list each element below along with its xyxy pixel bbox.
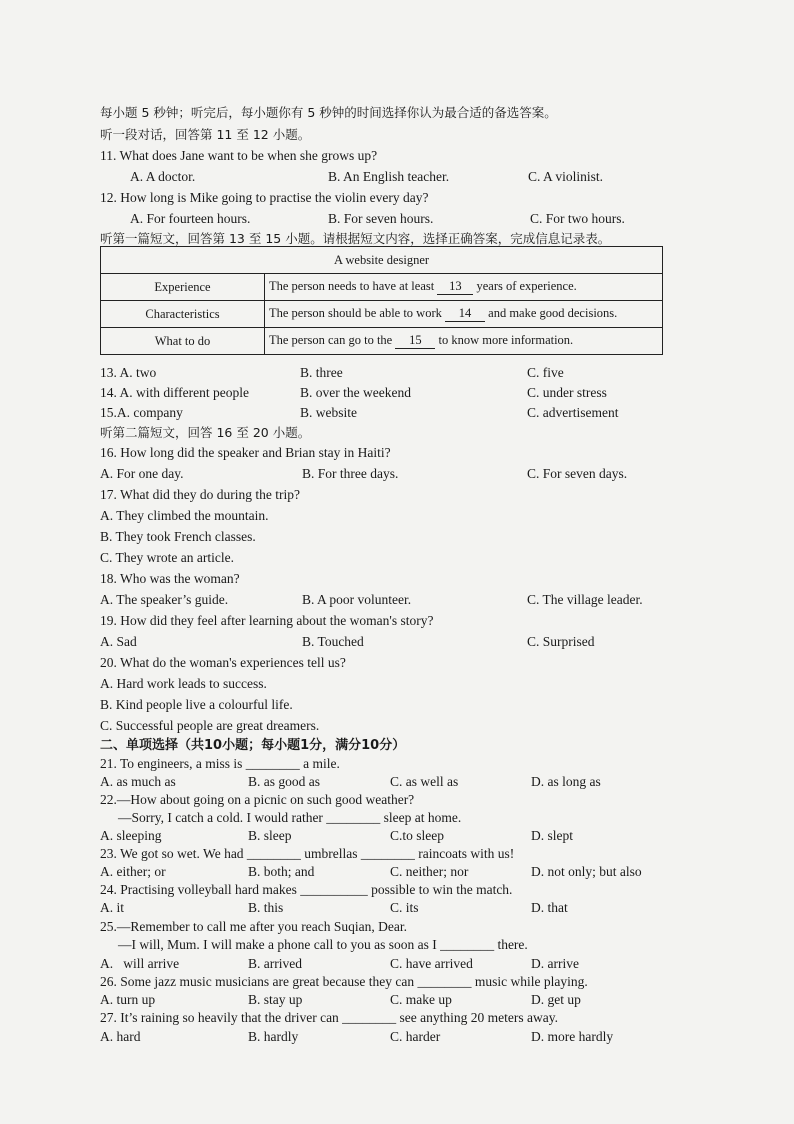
q11-option-a: A. A doctor. <box>130 169 196 184</box>
passage2-intro: 听第二篇短文，回答 16 至 20 小题。 <box>100 425 311 440</box>
q17-option-c: C. They wrote an article. <box>100 550 234 565</box>
q22-option-c: C.to sleep <box>390 828 444 843</box>
q21-option-c: C. as well as <box>390 774 459 789</box>
row-content <box>265 274 663 301</box>
row-text: years of experience. <box>476 279 577 293</box>
q12-option-a: A. For fourteen hours. <box>130 211 251 226</box>
q15-option-a: 15.A. company <box>100 405 183 420</box>
q27-stem: 27. It’s raining so heavily that the driver can ________ see anything 20 meters away. <box>100 1010 559 1025</box>
answer-blank: 15 <box>395 333 435 349</box>
q20-option-a: A. Hard work leads to success. <box>100 676 267 691</box>
q23-option-d: D. not only; but also <box>531 864 642 879</box>
table-title: A website designer <box>101 247 663 274</box>
table-row <box>101 301 663 328</box>
q25-option-b: B. arrived <box>248 956 302 971</box>
q14-option-a: 14. A. with different people <box>100 385 249 400</box>
q26-option-b: B. stay up <box>248 992 303 1007</box>
row-text: and make good decisions. <box>488 306 618 320</box>
q13-option-a: 13. A. two <box>100 365 157 380</box>
q12-option-b: B. For seven hours. <box>328 211 434 226</box>
q24-option-c: C. its <box>390 900 419 915</box>
row-label: Experience <box>101 274 265 301</box>
q19-option-b: B. Touched <box>302 634 364 649</box>
row-text: The person needs to have at least <box>269 279 435 293</box>
q27-option-d: D. more hardly <box>531 1029 614 1044</box>
q21-option-b: B. as good as <box>248 774 320 789</box>
q17-option-a: A. They climbed the mountain. <box>100 508 269 523</box>
q14-option-c: C. under stress <box>527 385 607 400</box>
q27-option-b: B. hardly <box>248 1029 299 1044</box>
row-content <box>265 328 663 355</box>
q20-option-c: C. Successful people are great dreamers. <box>100 718 320 733</box>
q19-option-a: A. Sad <box>100 634 137 649</box>
table-row <box>101 274 663 301</box>
q27-option-c: C. harder <box>390 1029 441 1044</box>
info-record-table <box>100 246 663 355</box>
q25-option-c: C. have arrived <box>390 956 473 971</box>
row-content <box>265 301 663 328</box>
q22-stem: 22.—How about going on a picnic on such good weather? <box>100 792 415 807</box>
q26-option-a: A. turn up <box>100 992 156 1007</box>
q12-stem: 12. How long is Mike going to practise the violin every day? <box>100 190 429 205</box>
q15-option-c: C. advertisement <box>527 405 619 420</box>
q23-stem: 23. We got so wet. We had ________ umbrellas ________ raincoats with us! <box>100 846 515 861</box>
q18-option-c: C. The village leader. <box>527 592 643 607</box>
q21-option-a: A. as much as <box>100 774 176 789</box>
q13-option-b: B. three <box>300 365 343 380</box>
q11-option-b: B. An English teacher. <box>328 169 450 184</box>
q26-option-c: C. make up <box>390 992 452 1007</box>
q16-option-b: B. For three days. <box>302 466 399 481</box>
q27-option-a: A. hard <box>100 1029 141 1044</box>
dialog-intro: 听一段对话，回答第 11 至 12 小题。 <box>100 127 311 142</box>
q22-option-d: D. slept <box>531 828 573 843</box>
q22-option-a: A. sleeping <box>100 828 162 843</box>
q25-option-a: A. will arrive <box>100 956 180 971</box>
q17-option-b: B. They took French classes. <box>100 529 256 544</box>
q24-option-b: B. this <box>248 900 284 915</box>
q18-option-a: A. The speaker’s guide. <box>100 592 229 607</box>
q16-stem: 16. How long did the speaker and Brian stay in Haiti? <box>100 445 391 460</box>
q11-option-c: C. A violinist. <box>528 169 604 184</box>
row-text: The person should be able to work <box>269 306 442 320</box>
q24-option-a: A. it <box>100 900 125 915</box>
q12-option-c: C. For two hours. <box>530 211 625 226</box>
answer-blank: 14 <box>445 306 485 322</box>
q23-option-c: C. neither; nor <box>390 864 469 879</box>
answer-blank: 13 <box>437 279 473 295</box>
table-row <box>101 328 663 355</box>
row-label: What to do <box>101 328 265 355</box>
q16-option-c: C. For seven days. <box>527 466 628 481</box>
q25-stem-2: —I will, Mum. I will make a phone call to you as soon as I ________ there. <box>118 937 528 952</box>
q21-stem: 21. To engineers, a miss is ________ a mile. <box>100 756 340 771</box>
q22-stem-2: —Sorry, I catch a cold. I would rather ________ sleep at home. <box>118 810 462 825</box>
q18-option-b: B. A poor volunteer. <box>302 592 412 607</box>
q23-option-b: B. both; and <box>248 864 315 879</box>
q26-stem: 26. Some jazz music musicians are great because they can ________ music while playing. <box>100 974 588 989</box>
row-label: Characteristics <box>101 301 265 328</box>
q23-option-a: A. either; or <box>100 864 166 879</box>
q18-stem: 18. Who was the woman? <box>100 571 240 586</box>
q15-option-b: B. website <box>300 405 357 420</box>
q11-stem: 11. What does Jane want to be when she grows up? <box>100 148 378 163</box>
q21-option-d: D. as long as <box>531 774 601 789</box>
q24-option-d: D. that <box>531 900 568 915</box>
q13-option-c: C. five <box>527 365 564 380</box>
q19-stem: 19. How did they feel after learning about the woman's story? <box>100 613 434 628</box>
row-text: The person can go to the <box>269 333 393 347</box>
q16-option-a: A. For one day. <box>100 466 184 481</box>
q25-option-d: D. arrive <box>531 956 579 971</box>
instruction-line: 每小题 5 秒钟；听完后，每小题你有 5 秒钟的时间选择你认为最合适的备选答案。 <box>100 105 557 120</box>
q14-option-b: B. over the weekend <box>300 385 411 400</box>
q20-stem: 20. What do the woman's experiences tell us? <box>100 655 346 670</box>
passage1-intro: 听第一篇短文，回答第 13 至 15 小题。请根据短文内容，选择正确答案，完成信息记录表。 <box>100 231 611 246</box>
q20-option-b: B. Kind people live a colourful life. <box>100 697 293 712</box>
q22-option-b: B. sleep <box>248 828 292 843</box>
row-text: to know more information. <box>438 333 574 347</box>
q19-option-c: C. Surprised <box>527 634 595 649</box>
q25-stem: 25.—Remember to call me after you reach Suqian, Dear. <box>100 919 408 934</box>
q26-option-d: D. get up <box>531 992 581 1007</box>
q24-stem: 24. Practising volleyball hard makes __________ possible to win the match. <box>100 882 513 897</box>
q17-stem: 17. What did they do during the trip? <box>100 487 300 502</box>
section2-title: 二、单项选择（共10小题；每小题1分，满分10分） <box>100 738 406 753</box>
